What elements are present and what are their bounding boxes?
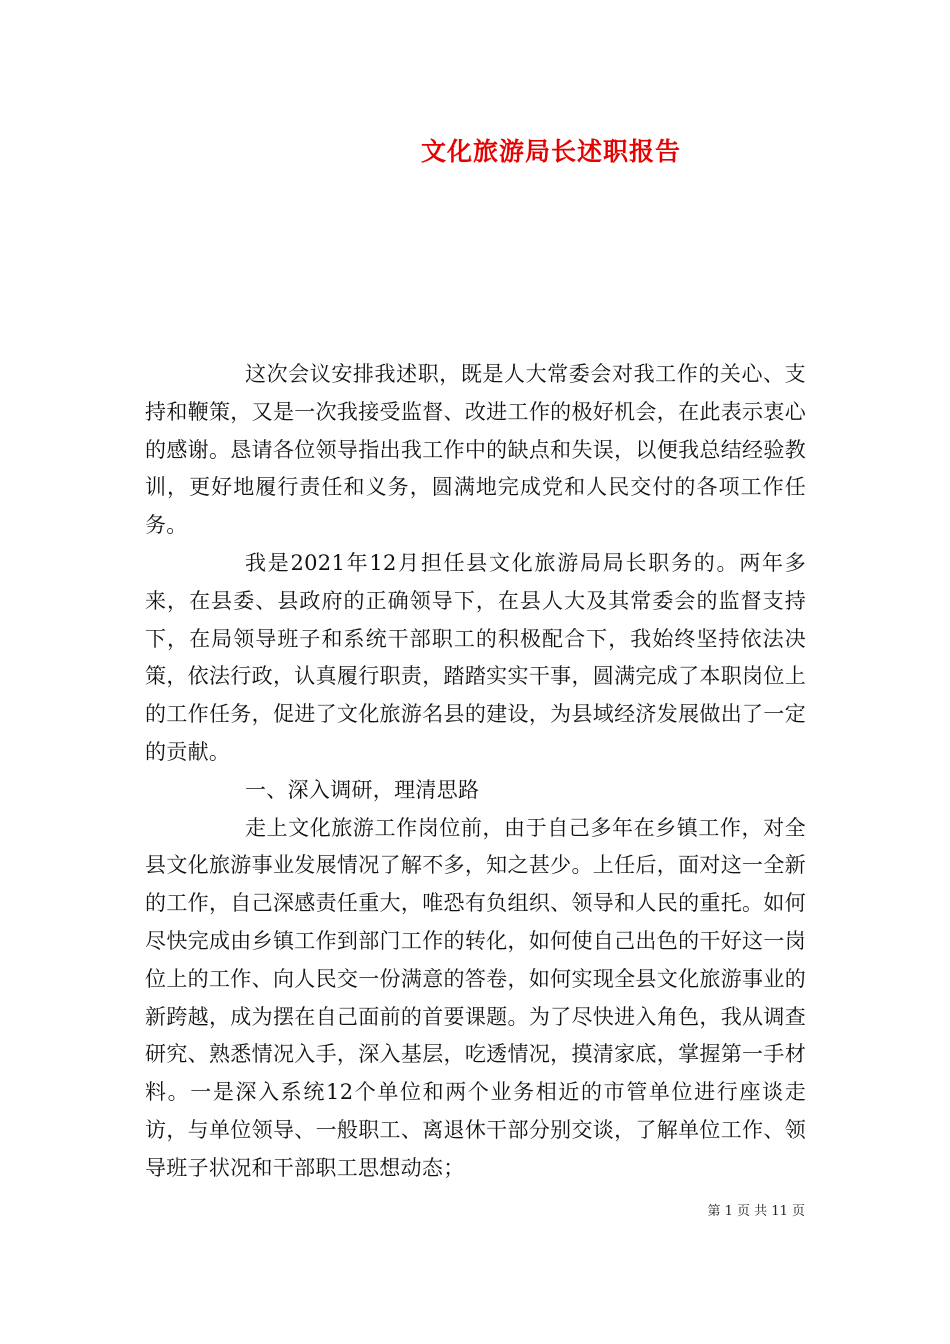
paragraph-section-1: 走上文化旅游工作岗位前，由于自己多年在乡镇工作，对全县文化旅游事业发展情况了解不多，知之甚少。上任后，面对这一全新的工作，自己深感责任重大，唯恐有负组织、领导和人民的重托。如何尽快完成由乡镇工作到部门工作的转化，如何使自己出色的干好这一岗位上的工作、向人民交一份满意的答卷，如何实现全县文化旅游事业的新跨越，成为摆在自己面前的首要课题。为了尽快进入角色，我从调查研究、熟悉情况入手，深入基层，吃透情况，摸清家底，掌握第一手材料。一是深入系统12个单位和两个业务相近的市管单位进行座谈走访，与单位领导、一般职工、离退休干部分别交谈，了解单位工作、领导班子状况和干部职工思想动态；	[145, 815, 806, 1180]
document-title: 文化旅游局长述职报告	[420, 137, 681, 166]
section-heading: 一、深入调研，理清思路	[245, 777, 480, 802]
document-body	[145, 356, 806, 1188]
page-number: 第 1 页 共 11 页	[707, 1204, 805, 1219]
paragraph-intro: 这次会议安排我述职，既是人大常委会对我工作的关心、支持和鞭策，又是一次我接受监督、改进工作的极好机会，在此表示衷心的感谢。恳请各位领导指出我工作中的缺点和失误，以便我总结经验教训，更好地履行责任和义务，圆满地完成党和人民交付的各项工作任务。	[145, 362, 806, 538]
paragraph-background: 我是2021年12月担任县文化旅游局局长职务的。两年多来，在县委、县政府的正确领导下，在县人大及其常委会的监督支持下，在局领导班子和系统干部职工的积极配合下，我始终坚持依法决策，依法行政，认真履行职责，踏踏实实干事，圆满完成了本职岗位上的工作任务，促进了文化旅游名县的建设，为县域经济发展做出了一定的贡献。	[145, 550, 806, 764]
